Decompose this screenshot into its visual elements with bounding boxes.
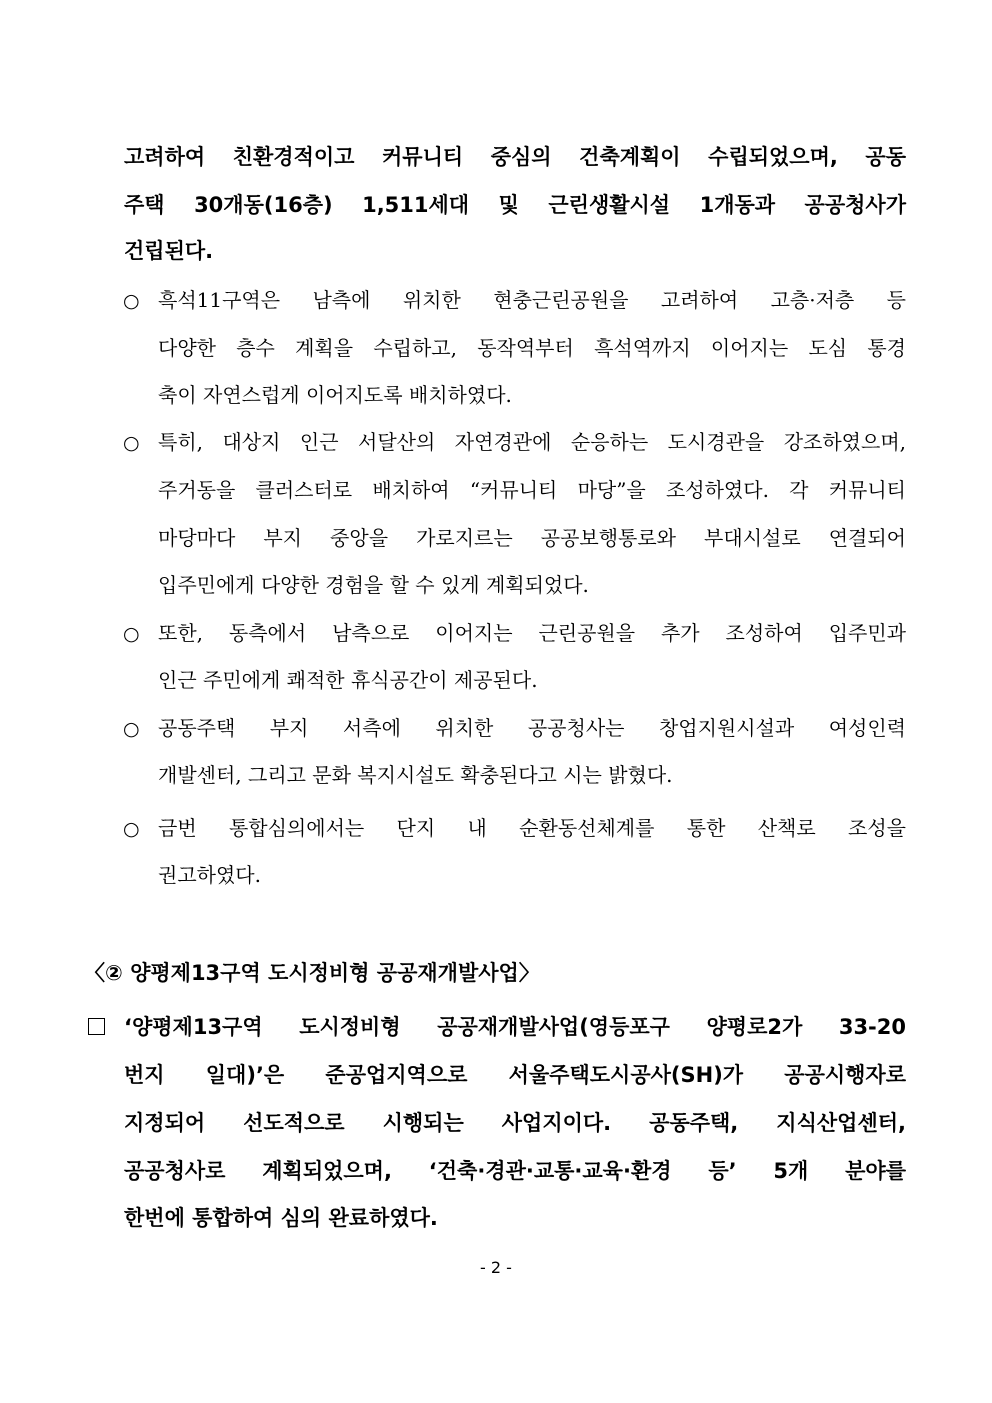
bullet-2-line-1: 특히, 대상지 인근 서달산의 자연경관에 순응하는 도시경관을 강조하였으며, [158, 430, 906, 454]
bullet-4-line-2: 개발센터, 그리고 문화 복지시설도 확충된다고 시는 밝혔다. [158, 763, 673, 787]
bullet-3-line-2: 인근 주민에게 쾌적한 휴식공간이 제공된다. [158, 668, 538, 692]
bullet-2-line-2: 주거동을 클러스터로 배치하여 “커뮤니티 마당”을 조성하였다. 각 커뮤니티 [158, 478, 906, 502]
section-para-line-1: ‘양평제13구역 도시정비형 공공재개발사업(영등포구 양평로2가 33-20 [124, 1015, 906, 1039]
bullet-1-line-3: 축이 자연스럽게 이어지도록 배치하였다. [158, 383, 512, 407]
bullet-circle-icon: ○ [123, 290, 140, 312]
intro-line-1: 고려하여 친환경적이고 커뮤니티 중심의 건축계획이 수립되었으며, 공동 [124, 145, 906, 169]
section-para-line-3: 지정되어 선도적으로 시행되는 사업지이다. 공동주택, 지식산업센터, [124, 1111, 906, 1135]
intro-line-3: 건립된다. [124, 239, 214, 263]
page-number: - 2 - [480, 1258, 512, 1277]
bullet-5-line-2: 권고하였다. [158, 863, 261, 887]
bullet-4-line-1: 공동주택 부지 서측에 위치한 공공청사는 창업지원시설과 여성인력 [158, 716, 906, 740]
bullet-1-line-2: 다양한 층수 계획을 수립하고, 동작역부터 흑석역까지 이어지는 도심 통경 [158, 336, 906, 360]
square-bullet-icon [88, 1018, 105, 1035]
intro-line-2: 주택 30개동(16층) 1,511세대 및 근린생활시설 1개동과 공공청사가 [124, 193, 906, 217]
section-para-line-4: 공공청사로 계획되었으며, ‘건축·경관·교통·교육·환경 등’ 5개 분야를 [124, 1159, 906, 1183]
bullet-3-line-1: 또한, 동측에서 남측으로 이어지는 근린공원을 추가 조성하여 입주민과 [158, 621, 906, 645]
bullet-circle-icon: ○ [123, 718, 140, 740]
bullet-2-line-4: 입주민에게 다양한 경험을 할 수 있게 계획되었다. [158, 573, 589, 597]
bullet-circle-icon: ○ [123, 818, 140, 840]
section-heading: 〈② 양평제13구역 도시정비형 공공재개발사업〉 [84, 961, 540, 985]
section-para-line-5: 한번에 통합하여 심의 완료하였다. [124, 1206, 438, 1230]
bullet-circle-icon: ○ [123, 623, 140, 645]
section-para-line-2: 번지 일대)’은 준공업지역으로 서울주택도시공사(SH)가 공공시행자로 [124, 1063, 906, 1087]
bullet-1-line-1: 흑석11구역은 남측에 위치한 현충근린공원을 고려하여 고층·저층 등 [158, 288, 906, 312]
bullet-5-line-1: 금번 통합심의에서는 단지 내 순환동선체계를 통한 산책로 조성을 [158, 816, 906, 840]
bullet-circle-icon: ○ [123, 432, 140, 454]
bullet-2-line-3: 마당마다 부지 중앙을 가로지르는 공공보행통로와 부대시설로 연결되어 [158, 526, 906, 550]
